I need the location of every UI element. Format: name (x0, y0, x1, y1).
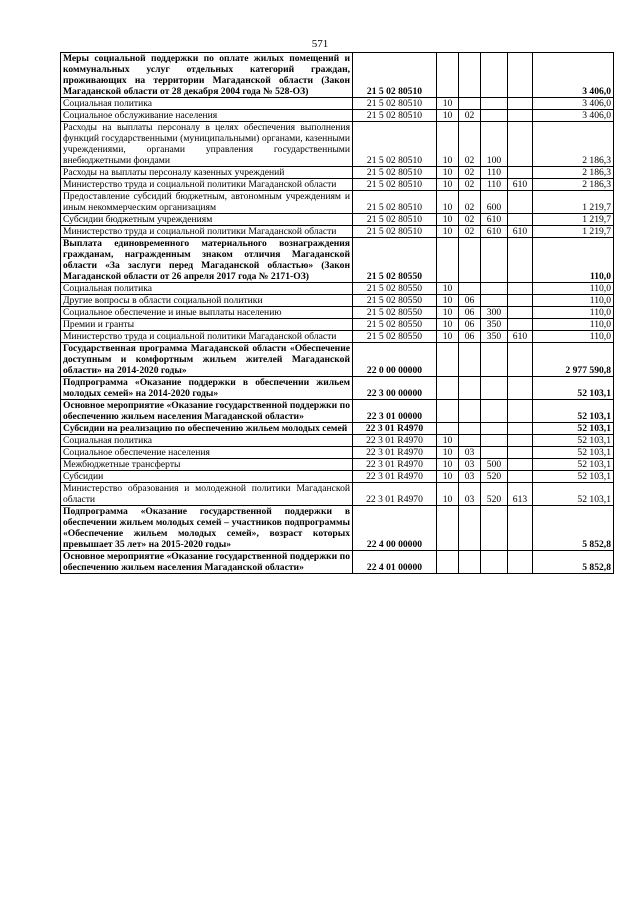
row-subsection: 02 (459, 214, 481, 226)
row-expense-type (481, 551, 508, 574)
row-administrator (508, 377, 533, 400)
table-row (61, 53, 614, 98)
row-expense-type: 600 (481, 191, 508, 214)
row-amount: 52 103,1 (533, 483, 614, 506)
row-target-code: 21 5 02 80510 (353, 53, 437, 98)
row-amount: 52 103,1 (533, 377, 614, 400)
row-amount: 110,0 (533, 307, 614, 319)
table-row (61, 179, 614, 191)
table-row (61, 226, 614, 238)
row-target-code: 22 3 01 R4970 (353, 435, 437, 447)
row-target-code: 22 3 01 R4970 (353, 471, 437, 483)
row-administrator (508, 435, 533, 447)
table-row (61, 447, 614, 459)
row-name: Меры социальной поддержки по оплате жилых помещений и коммунальных услуг отдельных категорий граждан, проживающих на территории Магаданской области (Закон Магаданской области от 28 декабря 2004 года № 528-ОЗ) (61, 53, 353, 98)
row-name: Другие вопросы в области социальной политики (61, 295, 353, 307)
row-administrator (508, 307, 533, 319)
table-row (61, 400, 614, 423)
row-subsection (459, 400, 481, 423)
row-amount: 3 406,0 (533, 53, 614, 98)
row-subsection (459, 435, 481, 447)
row-administrator (508, 110, 533, 122)
row-target-code: 22 0 00 00000 (353, 343, 437, 377)
row-target-code: 21 5 02 80510 (353, 122, 437, 167)
row-target-code: 21 5 02 80510 (353, 191, 437, 214)
row-expense-type (481, 400, 508, 423)
row-target-code: 22 3 01 R4970 (353, 459, 437, 471)
row-section: 10 (437, 471, 459, 483)
row-section (437, 343, 459, 377)
row-expense-type (481, 435, 508, 447)
row-name: Министерство труда и социальной политики Магаданской области (61, 179, 353, 191)
row-name: Министерство труда и социальной политики Магаданской области (61, 226, 353, 238)
row-expense-type (481, 295, 508, 307)
table-row (61, 506, 614, 551)
row-expense-type (481, 238, 508, 283)
row-amount: 1 219,7 (533, 214, 614, 226)
table-row (61, 110, 614, 122)
row-administrator (508, 295, 533, 307)
row-expense-type: 110 (481, 179, 508, 191)
row-section: 10 (437, 191, 459, 214)
table-row (61, 435, 614, 447)
row-name: Выплата единовременного материального вознаграждения гражданам, награжденным знаком отличия Магаданской области «За заслуги перед Магаданской областью» (Закон Магаданской области от 26 апреля 2017 года № 2171-ОЗ) (61, 238, 353, 283)
row-amount: 110,0 (533, 238, 614, 283)
row-amount: 2 186,3 (533, 179, 614, 191)
row-expense-type (481, 506, 508, 551)
row-target-code: 21 5 02 80510 (353, 214, 437, 226)
row-section (437, 400, 459, 423)
table-row (61, 459, 614, 471)
row-administrator (508, 191, 533, 214)
row-section: 10 (437, 110, 459, 122)
row-section: 10 (437, 483, 459, 506)
row-target-code: 21 5 02 80510 (353, 167, 437, 179)
row-expense-type: 520 (481, 471, 508, 483)
row-administrator (508, 53, 533, 98)
row-administrator (508, 400, 533, 423)
row-amount: 110,0 (533, 295, 614, 307)
row-amount: 110,0 (533, 331, 614, 343)
row-expense-type (481, 447, 508, 459)
table-row (61, 283, 614, 295)
row-target-code: 21 5 02 80510 (353, 110, 437, 122)
row-expense-type (481, 53, 508, 98)
row-subsection: 02 (459, 191, 481, 214)
row-name: Основное мероприятие «Оказание государственной поддержки по обеспечению жильем населения Магаданской области» (61, 551, 353, 574)
row-section: 10 (437, 179, 459, 191)
row-administrator (508, 283, 533, 295)
row-section: 10 (437, 307, 459, 319)
row-amount: 1 219,7 (533, 191, 614, 214)
table-row (61, 471, 614, 483)
row-administrator (508, 238, 533, 283)
row-expense-type: 500 (481, 459, 508, 471)
table-row (61, 238, 614, 283)
row-subsection: 03 (459, 459, 481, 471)
row-section: 10 (437, 435, 459, 447)
row-target-code: 21 5 02 80550 (353, 319, 437, 331)
row-expense-type (481, 423, 508, 435)
row-expense-type: 610 (481, 214, 508, 226)
table-row (61, 331, 614, 343)
row-administrator (508, 214, 533, 226)
table-row (61, 214, 614, 226)
row-subsection (459, 551, 481, 574)
row-subsection: 03 (459, 471, 481, 483)
row-administrator (508, 122, 533, 167)
row-administrator (508, 506, 533, 551)
row-expense-type: 110 (481, 167, 508, 179)
row-name: Социальная политика (61, 283, 353, 295)
row-administrator (508, 471, 533, 483)
row-expense-type: 350 (481, 331, 508, 343)
row-administrator (508, 459, 533, 471)
row-expense-type: 610 (481, 226, 508, 238)
row-section (437, 377, 459, 400)
row-subsection (459, 506, 481, 551)
row-subsection: 03 (459, 447, 481, 459)
row-section: 10 (437, 98, 459, 110)
row-amount: 2 186,3 (533, 167, 614, 179)
table-row (61, 167, 614, 179)
row-name: Субсидии на реализацию по обеспечению жильем молодых семей (61, 423, 353, 435)
row-amount: 5 852,8 (533, 506, 614, 551)
row-subsection (459, 377, 481, 400)
row-name: Предоставление субсидий бюджетным, автономным учреждениям и иным некоммерческим организациям (61, 191, 353, 214)
row-amount: 110,0 (533, 283, 614, 295)
table-row (61, 483, 614, 506)
row-expense-type: 350 (481, 319, 508, 331)
row-target-code: 21 5 02 80510 (353, 98, 437, 110)
row-name: Социальное обслуживание населения (61, 110, 353, 122)
row-section: 10 (437, 226, 459, 238)
row-subsection (459, 283, 481, 295)
row-target-code: 22 3 01 R4970 (353, 423, 437, 435)
table-row (61, 98, 614, 110)
row-subsection: 06 (459, 295, 481, 307)
row-administrator (508, 447, 533, 459)
row-amount: 52 103,1 (533, 423, 614, 435)
row-administrator (508, 167, 533, 179)
row-section: 10 (437, 122, 459, 167)
row-target-code: 21 5 02 80550 (353, 295, 437, 307)
row-target-code: 22 4 01 00000 (353, 551, 437, 574)
row-section (437, 506, 459, 551)
row-subsection: 06 (459, 331, 481, 343)
row-amount: 3 406,0 (533, 98, 614, 110)
row-administrator: 610 (508, 331, 533, 343)
row-section: 10 (437, 447, 459, 459)
table-row (61, 377, 614, 400)
row-expense-type (481, 283, 508, 295)
table-row (61, 307, 614, 319)
row-expense-type (481, 377, 508, 400)
table-row (61, 122, 614, 167)
budget-table-body (61, 53, 614, 574)
row-amount: 52 103,1 (533, 435, 614, 447)
row-subsection (459, 53, 481, 98)
row-subsection: 02 (459, 179, 481, 191)
row-expense-type (481, 98, 508, 110)
row-target-code: 22 3 00 00000 (353, 377, 437, 400)
row-subsection (459, 238, 481, 283)
row-target-code: 21 5 02 80510 (353, 179, 437, 191)
row-subsection: 02 (459, 226, 481, 238)
row-amount: 52 103,1 (533, 471, 614, 483)
row-target-code: 22 3 01 R4970 (353, 447, 437, 459)
row-amount: 52 103,1 (533, 400, 614, 423)
row-subsection (459, 423, 481, 435)
row-administrator: 613 (508, 483, 533, 506)
row-name: Государственная программа Магаданской области «Обеспечение доступным и комфортным жильем жителей Магаданской области» на 2014-2020 годы» (61, 343, 353, 377)
row-administrator: 610 (508, 226, 533, 238)
row-subsection: 02 (459, 122, 481, 167)
row-target-code: 22 3 01 00000 (353, 400, 437, 423)
row-amount: 110,0 (533, 319, 614, 331)
row-administrator: 610 (508, 179, 533, 191)
row-section: 10 (437, 459, 459, 471)
table-row (61, 191, 614, 214)
row-amount: 3 406,0 (533, 110, 614, 122)
row-subsection: 02 (459, 110, 481, 122)
row-amount: 2 186,3 (533, 122, 614, 167)
row-name: Социальное обеспечение и иные выплаты населению (61, 307, 353, 319)
row-section: 10 (437, 214, 459, 226)
row-expense-type (481, 110, 508, 122)
row-target-code: 22 4 00 00000 (353, 506, 437, 551)
page-number: 571 (311, 38, 329, 50)
row-administrator (508, 423, 533, 435)
row-administrator (508, 98, 533, 110)
row-name: Подпрограмма «Оказание государственной поддержки в обеспечении жильем молодых семей – участников подпрограммы «Обеспечение жильем молодых семей», возраст которых превышает 35 лет» на 2015-2020 годы» (61, 506, 353, 551)
row-section: 10 (437, 319, 459, 331)
row-name: Министерство труда и социальной политики Магаданской области (61, 331, 353, 343)
budget-table (60, 52, 614, 574)
row-expense-type (481, 343, 508, 377)
row-subsection: 03 (459, 483, 481, 506)
row-name: Подпрограмма «Оказание поддержки в обеспечении жильем молодых семей» на 2014-2020 годы» (61, 377, 353, 400)
row-administrator (508, 551, 533, 574)
row-name: Субсидии бюджетным учреждениям (61, 214, 353, 226)
row-subsection (459, 343, 481, 377)
row-target-code: 21 5 02 80550 (353, 283, 437, 295)
row-administrator (508, 343, 533, 377)
row-subsection: 06 (459, 307, 481, 319)
table-row (61, 343, 614, 377)
row-name: Основное мероприятие «Оказание государственной поддержки по обеспечению жильем населения Магаданской области» (61, 400, 353, 423)
row-name: Социальное обеспечение населения (61, 447, 353, 459)
table-row (61, 423, 614, 435)
table-row (61, 319, 614, 331)
row-target-code: 21 5 02 80550 (353, 238, 437, 283)
row-amount: 52 103,1 (533, 459, 614, 471)
row-subsection: 06 (459, 319, 481, 331)
row-target-code: 21 5 02 80550 (353, 307, 437, 319)
row-section (437, 238, 459, 283)
row-amount: 5 852,8 (533, 551, 614, 574)
row-section: 10 (437, 331, 459, 343)
row-name: Социальная политика (61, 435, 353, 447)
row-section: 10 (437, 295, 459, 307)
row-section: 10 (437, 283, 459, 295)
row-section: 10 (437, 167, 459, 179)
row-expense-type: 520 (481, 483, 508, 506)
row-section (437, 53, 459, 98)
table-row (61, 295, 614, 307)
row-section (437, 423, 459, 435)
row-subsection (459, 98, 481, 110)
row-subsection: 02 (459, 167, 481, 179)
row-name: Премии и гранты (61, 319, 353, 331)
row-target-code: 21 5 02 80510 (353, 226, 437, 238)
row-name: Министерство образования и молодежной политики Магаданской области (61, 483, 353, 506)
row-name: Социальная политика (61, 98, 353, 110)
row-amount: 52 103,1 (533, 447, 614, 459)
row-amount: 1 219,7 (533, 226, 614, 238)
row-expense-type: 300 (481, 307, 508, 319)
row-name: Расходы на выплаты персоналу в целях обеспечения выполнения функций государственными (муниципальными) органами, казенными учреждениями, органами управления государственными внебюджетными фондами (61, 122, 353, 167)
row-name: Расходы на выплаты персоналу казенных учреждений (61, 167, 353, 179)
row-target-code: 21 5 02 80550 (353, 331, 437, 343)
row-expense-type: 100 (481, 122, 508, 167)
row-name: Субсидии (61, 471, 353, 483)
row-amount: 2 977 590,8 (533, 343, 614, 377)
table-row (61, 551, 614, 574)
row-administrator (508, 319, 533, 331)
row-target-code: 22 3 01 R4970 (353, 483, 437, 506)
row-name: Межбюджетные трансферты (61, 459, 353, 471)
row-section (437, 551, 459, 574)
